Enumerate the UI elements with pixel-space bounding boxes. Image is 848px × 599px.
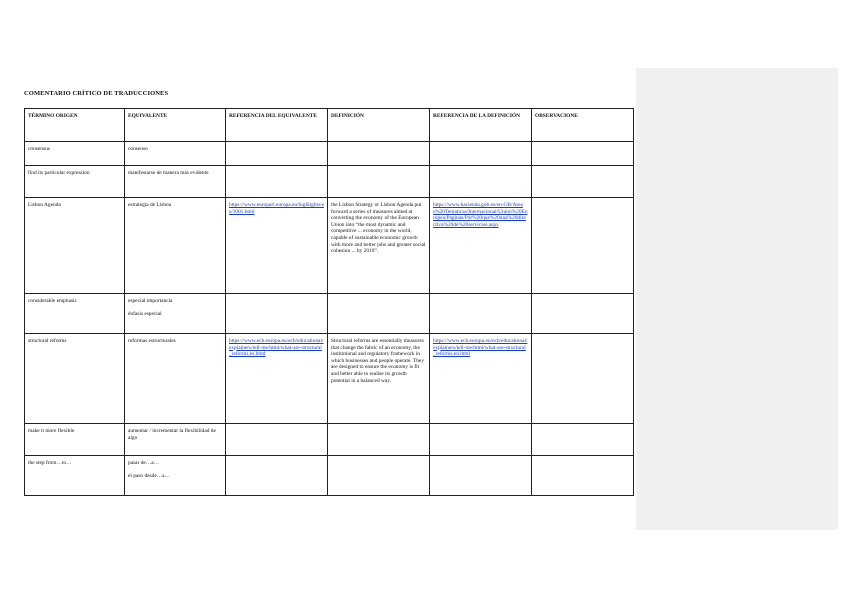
definition-cell: the Lisbon Strategy or Lisbon Agenda put forward a series of measures aimed at converting the economy of the European Union into “the most dynamic and competitive ... economy in the world, capable of sustainable economic growth with more and better jobs and greater social cohesion ... by 2010”.: [328, 198, 430, 294]
definition-cell: [328, 142, 430, 166]
ref-equivalent-cell: [226, 456, 328, 496]
ref-definition-cell: [430, 334, 532, 424]
ref-equivalent-cell: [226, 294, 328, 334]
equivalent-option: especial importancia: [128, 298, 173, 304]
ref-equivalent-cell: [226, 142, 328, 166]
ref-definition-cell: [430, 166, 532, 198]
header-referencia-definicion: REFERENCIA DE LA DEFINICIÓN: [430, 109, 532, 142]
definition-cell: [328, 294, 430, 334]
equivalent-cell: reformas estructurales: [125, 334, 226, 424]
document-title: COMENTARIO CRÍTICO DE TRADUCCIONES: [24, 90, 169, 97]
equivalent-cell: [125, 294, 226, 334]
definition-cell: [328, 456, 430, 496]
equivalent-cell: estrategia de Lisboa: [125, 198, 226, 294]
table-row: [25, 142, 634, 166]
equivalent-cell: manifestarse de manera más evidente: [125, 166, 226, 198]
header-observaciones: OBSERVACIONE: [532, 109, 634, 142]
ref-equivalent-cell: [226, 166, 328, 198]
table-row: [25, 294, 634, 334]
definition-cell: [328, 424, 430, 456]
equivalent-cell: aumentar / incrementar la flexibilidad de algo: [125, 424, 226, 456]
equivalent-cell: consenso: [125, 142, 226, 166]
observations-cell: [532, 294, 634, 334]
table-row: [25, 424, 634, 456]
observations-cell: [532, 166, 634, 198]
term-cell: make it more flexible: [25, 424, 125, 456]
ref-equivalent-link[interactable]: https://www.ecb.europa.eu/ecb/educational/explainers/tell-me/html/what-are-structural_reforms.es.html: [229, 338, 324, 358]
definition-cell: [328, 166, 430, 198]
header-referencia-equivalente: REFERENCIA DEL EQUIVALENTE: [226, 109, 328, 142]
term-cell: consensus: [25, 142, 125, 166]
term-cell: the step from…to…: [25, 456, 125, 496]
header-equivalente: EQUIVALENTE: [125, 109, 226, 142]
observations-cell: [532, 424, 634, 456]
ref-definition-link[interactable]: https://www.hacienda.gob.es/en-GB/Areas%20Tematicas/Internacional/Union%20Europea/Paginas/Por%20que%20una%20directiva%20de%20servicios.aspx: [433, 202, 528, 228]
ref-definition-cell: [430, 294, 532, 334]
term-cell: Lisbon Agenda: [25, 198, 125, 294]
ref-equivalent-cell: [226, 424, 328, 456]
observations-cell: [532, 456, 634, 496]
term-cell: considerable emphasis: [25, 294, 125, 334]
equivalent-option: pasar de…a…: [128, 460, 159, 466]
equivalent-option: énfasis especial: [128, 310, 162, 317]
ref-equivalent-cell: [226, 198, 328, 294]
term-cell: structural reforms: [25, 334, 125, 424]
observations-cell: [532, 142, 634, 166]
term-cell: find its particular expression: [25, 166, 125, 198]
ref-definition-cell: [430, 198, 532, 294]
ref-definition-link[interactable]: https://www.ecb.europa.eu/ecb/educational/explainers/tell-me/html/what-are-structural_reforms.en.html: [433, 338, 528, 358]
ref-definition-cell: [430, 456, 532, 496]
table-row: [25, 198, 634, 294]
definition-cell: Structural reforms are essentially measures that change the fabric of an economy, the institutional and regulatory framework in which businesses and people operate. They are designed to ensure the economy is fit and better able to realise its growth potential in a balanced way.: [328, 334, 430, 424]
ref-equivalent-cell: [226, 334, 328, 424]
terminology-table: [24, 108, 634, 496]
header-definicion: DEFINICIÓN: [328, 109, 430, 142]
table-row: [25, 166, 634, 198]
ref-definition-cell: [430, 424, 532, 456]
table-row: [25, 334, 634, 424]
observations-cell: [532, 334, 634, 424]
observations-cell: [532, 198, 634, 294]
ref-equivalent-link[interactable]: https://www.europarl.europa.eu/highlights/es/1001.html: [229, 202, 325, 215]
comments-side-panel: [636, 68, 838, 530]
header-row: [25, 109, 634, 142]
equivalent-cell: [125, 456, 226, 496]
ref-definition-cell: [430, 142, 532, 166]
equivalent-option: el paso desde…a…: [128, 472, 170, 479]
table-row: [25, 456, 634, 496]
header-termino-origen: TÉRMINO ORIGEN: [25, 109, 125, 142]
